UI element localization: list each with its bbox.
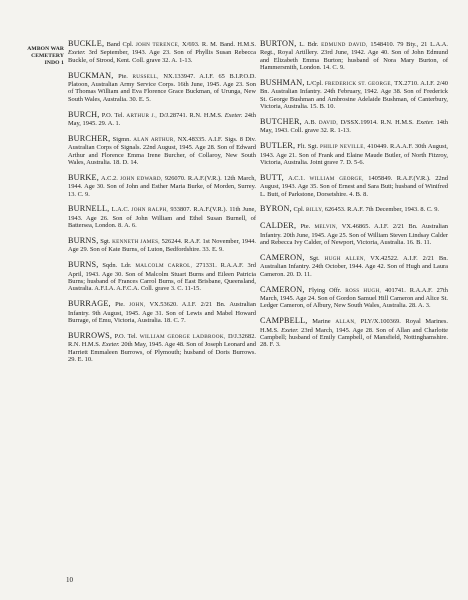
entry-given-names: JOHN, (129, 302, 146, 309)
casualty-entry (68, 174, 256, 198)
entry-given-names: WILLIAM GEORGE, (309, 175, 364, 182)
entry-given-names: JOHN TERENCE, (135, 42, 180, 48)
entry-details-cont: 20th May, 1945. Age 48. Son of Joseph Leonard and Harriett Emmaleen Burrows, of Plymouth; husband of Doris Burrows. 29. E. 10. (68, 341, 256, 363)
entry-surname: CALDER, (260, 221, 297, 231)
entry-details: VX.46865. A.I.F. 2/21 Bn. Australian Infantry. 20th June, 1945. Age 25. Son of William Steven Lindsay Calder and Rebecca Ivy Calder, of Newport, Victoria, Australia. 16. B. 11. (260, 223, 448, 247)
casualty-entry (260, 286, 448, 310)
entry-rank: A.C.2. (100, 174, 118, 182)
entry-surname: BYRON, (260, 204, 292, 214)
entry-details: 1405849. R.A.F.(V.R.). 22nd August, 1943. Age 35. Son of Ernest and Sara Butt; husband of Winifred L. Butt, of Parkstone, Dorsetshire. 4. B. 8. (260, 174, 448, 198)
entry-rank: A.B. (304, 118, 317, 126)
entry-details: 933807. R.A.F.(V.R.). 11th June, 1943. Age 26. Son of John William and Ethel Susan Burnell, of Battersea, London. 8. A. 6. (68, 206, 256, 230)
entry-rank: Flt. Sgt. (297, 143, 319, 151)
entry-surname: CAMERON, (260, 253, 305, 263)
casualty-entry (260, 118, 448, 135)
casualty-entry (260, 79, 448, 110)
entry-given-names: MELVIN, (314, 224, 338, 231)
entry-rank: P.O. Tel. (101, 111, 125, 119)
casualty-entry (68, 300, 256, 324)
entry-details: PLY/X.100369. Royal Marines. H.M.S. (260, 318, 448, 334)
casualty-entry (68, 261, 256, 292)
entry-given-names: PHILIP NEVILLE, (320, 144, 366, 151)
entry-surname: BUTCHER, (260, 116, 302, 126)
entry-rank: Marine (312, 318, 331, 326)
entry-rank: Pte. (115, 301, 125, 309)
cemetery-margin-note (6, 46, 64, 67)
entry-ship-name: Exeter. (281, 326, 299, 334)
entry-details: TX.2710. A.I.F. 2/40 Bn. Australian Infantry. 24th February, 1942. Age 38. Son of Frederick St. George Bushman and Ambrosine Adelaide Bushman, of Canterbury, Victoria, Australia. 15. B. 10. (260, 79, 449, 110)
entry-details-cont: 23rd March, 1945. Age 28. Son of Allan and Charlotte Campbell; husband of Emily Campbell, of Mansfield, Nottinghamshire. 28. F. 3. (260, 326, 448, 349)
entry-details: D/J.32682. R.N. H.M.S. (68, 332, 256, 349)
casualty-entry (68, 135, 256, 166)
casualty-entry (68, 72, 256, 103)
entry-details-cont: 3rd September, 1943. Age 23. Son of Phyllis Susan Rebecca Buckle, of Strood, Kent. Coll. grave 32. A. 1-13. (68, 49, 256, 64)
entry-details: 1548410. 79 Bty., 21 L.A.A. Regt., Royal Artillery. 23rd June, 1942. Age 40. Son of John Edmund and Elizabeth Emma Burton; husband of Nora Mary Burton, of Hammersmith, London. 14. C. 9. (260, 41, 449, 72)
casualty-entry (68, 332, 256, 363)
right-column (260, 40, 448, 356)
casualty-entry (260, 222, 448, 246)
entry-given-names: EDMUND DAVID, (321, 42, 368, 48)
margin-note-line: INDO 1 (44, 60, 64, 66)
entry-given-names: RUSSELL, (132, 73, 159, 80)
entry-given-names: ARTHUR J., (126, 112, 157, 119)
entry-surname: BURRAGE, (68, 299, 111, 309)
casualty-entry (260, 174, 448, 198)
entry-details: 401741. R.A.A.F. 27th March, 1945. Age 24. Son of Gordon Samuel Hill Cameron and Alice St. Ledger Cameron, of Albury, New South Wales, Australia. 28. A. 3. (260, 286, 448, 310)
casualty-entry (68, 237, 256, 254)
page-number: 10 (66, 576, 73, 584)
margin-note-line: AMBON WAR (27, 46, 64, 52)
entry-ship-name: Exeter. (416, 118, 434, 126)
entry-rank: A.C.1. (288, 174, 305, 182)
entry-rank: L.A.C. (111, 206, 130, 214)
left-column (68, 40, 256, 371)
entry-rank: Band Cpl. (106, 41, 134, 48)
entry-rank: Flying Offr. (308, 286, 342, 294)
entry-given-names: BILLY, (305, 207, 324, 214)
casualty-entry (68, 111, 256, 128)
entry-surname: BUCKLE, (68, 39, 105, 48)
entry-surname: BURNS, (68, 236, 99, 246)
casualty-entry (68, 205, 256, 229)
margin-note-line: CEMETERY (31, 53, 64, 59)
entry-details: D/SSX.19914. R.N. H.M.S. (340, 118, 414, 126)
entry-surname: BUSHMAN, (260, 77, 305, 87)
entry-details: NX.48335. A.I.F. Sigs. 8 Div. Australian Corps of Signals. 22nd August, 1945. Age 28. Son of Edward Arthur and Florence Emma Irene Burcher, of Collaroy, New South Wales, Australia. 18. D. 14. (68, 135, 256, 166)
casualty-entry (260, 254, 448, 278)
entry-rank: Cpl. (293, 206, 305, 214)
entry-given-names: HUGH ALLEN, (324, 256, 366, 263)
entry-surname: CAMPBELL, (260, 316, 308, 326)
entry-surname: BURCH, (68, 109, 100, 119)
entry-surname: BUCKMAN, (68, 70, 114, 80)
entry-details: VX.42522. A.I.F. 2/21 Bn. Australian Infantry. 24th October, 1944. Age 42. Son of Hugh and Laura Cameron. 20. D. 11. (260, 255, 448, 278)
entry-given-names: ROSS HUGH, (345, 287, 382, 294)
entry-details-cont: 14th May, 1943. Coll. grave 32. R. 1-13. (260, 118, 448, 135)
entry-rank: P.O. Tel. (114, 332, 138, 340)
entry-rank: L. Bdr. (299, 41, 319, 48)
entry-surname: BURNELL, (68, 204, 110, 214)
entry-surname: BUTLER, (260, 141, 296, 151)
entry-rank: Sgt. (100, 238, 111, 246)
entry-details: 271331. R.A.A.F. 3rd April, 1943. Age 30. Son of Malcolm Stuart Burns and Eileen Patricia Burns; husband of Frances Carrol Burns, of East Brisbane, Queensland, Australia. A.F.I.A. A.F.C.A. Coll. grave 3. C. 11-15. (68, 262, 256, 293)
entry-given-names: WILLIAM GEORGE LADBROOK, (139, 333, 226, 340)
casualty-entry (260, 317, 448, 348)
entry-surname: BURCHER, (68, 133, 111, 143)
entry-given-names: ALLAN, (335, 319, 356, 326)
entry-given-names: JOHN RALPH, (131, 207, 169, 214)
entry-details: X/693. R. M. Band. H.M.S. (181, 41, 256, 48)
entry-surname: BURNS, (68, 260, 99, 270)
entry-surname: BUTT, (260, 172, 284, 182)
entry-details: 926070. R.A.F.(V.R.). 12th March, 1944. Age 30. Son of John and Esther Maria Burke, of Morden, Surrey. 13. C. 9. (68, 174, 256, 198)
entry-rank: Sgt. (309, 255, 320, 263)
entry-surname: CAMERON, (260, 284, 305, 294)
entry-surname: BURROWS, (68, 330, 113, 340)
entry-given-names: MALCOLM CARROL, (135, 263, 193, 270)
casualty-entry (260, 205, 448, 214)
casualty-entry (260, 142, 448, 166)
entry-given-names: JOHN EDWARD, (120, 175, 163, 182)
entry-ship-name: Exeter. (68, 49, 86, 57)
entry-details: VX.53620. A.I.F. 2/21 Bn. Australian Infantry. 9th August, 1945. Age 31. Son of Lewis and Mabel Howard Burrage, of Emu, Victoria, Australia. 18. C. 7. (68, 301, 256, 325)
entry-surname: BURKE, (68, 172, 99, 182)
entry-ship-name: Exeter. (102, 341, 120, 349)
entry-details-cont: 24th May, 1945. 29. A. 1. (68, 111, 256, 127)
entry-details: 410449. R.A.A.F. 30th August, 1943. Age 21. Son of Frank and Elaine Maude Butler, of North Fitzroy, Victoria, Australia. Joint grave 7. D. 5-6. (260, 143, 448, 166)
entry-details: 526244. R.A.F. 1st November, 1944. Age 29. Son of Kate Burns, of Luton, Bedfordshire. 33. E. 9. (68, 238, 257, 254)
entry-surname: BURTON, (260, 39, 297, 48)
entry-details: D/J.28741. R.N. H.M.S. (159, 111, 223, 119)
entry-given-names: DAVID, (318, 119, 338, 126)
entry-rank: Pte. (118, 72, 128, 80)
entry-rank: Pte. (300, 223, 311, 231)
entry-given-names: ALAN ARTHUR, (133, 136, 176, 143)
entry-rank: L/Cpl. (306, 79, 323, 87)
entry-given-names: FREDERICK ST. GEORGE, (324, 80, 393, 87)
entry-ship-name: Exeter. (224, 111, 243, 119)
entry-rank: Sigmn. (112, 135, 131, 143)
entry-details: 626453. R.A.F. 7th December, 1943. 8. C. 9. (324, 206, 440, 214)
casualty-entry (68, 40, 256, 64)
entry-given-names: KENNETH JAMES, (112, 239, 160, 246)
entry-details: NX.133947. A.I.F. 65 B.I.P.O.D. Platoon, Australian Army Service Corps. 16th June, 1945. Age 23. Son of Thomas William and Eva Florence Grace Buckman, of Urunga, New South Wales, Australia. 30. E. 5. (68, 72, 256, 103)
entry-rank: Sqdn. Ldr. (102, 262, 132, 270)
casualty-entry (260, 40, 448, 71)
